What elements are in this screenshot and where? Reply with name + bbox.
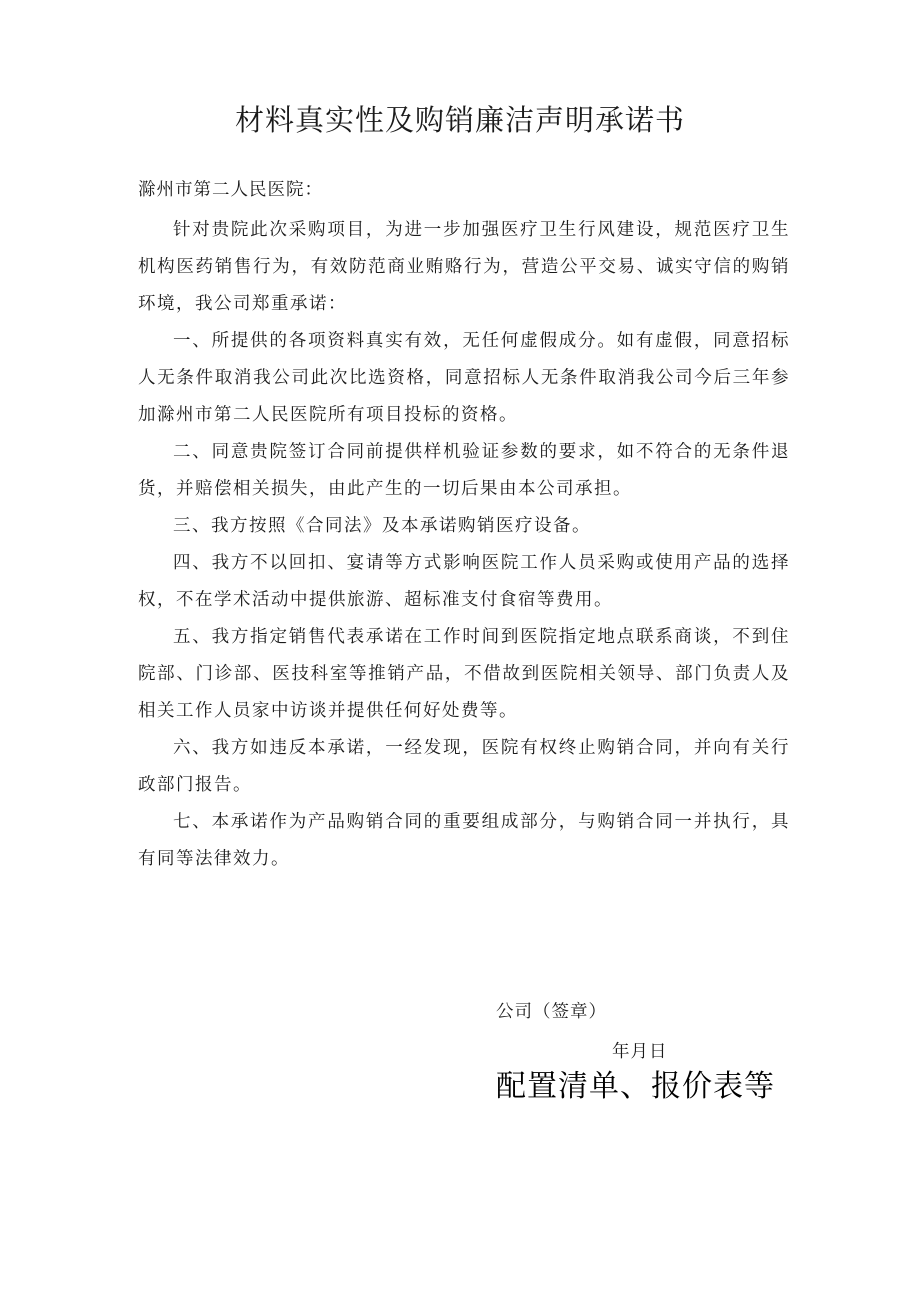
salutation: 滁州市第二人民医院：: [138, 180, 323, 200]
paragraph-clause-4: 四、我方不以回扣、宴请等方式影响医院工作人员采购或使用产品的选择权，不在学术活动中提供旅游、超标准支付食宿等费用。: [138, 553, 790, 610]
paragraph-clause-3: 三、我方按照《合同法》及本承诺购销医疗设备。: [173, 516, 591, 536]
paragraph-clause-7: 七、本承诺作为产品购销合同的重要组成部分，与购销合同一并执行，具有同等法律效力。: [138, 812, 790, 869]
body-text: [138, 212, 790, 878]
paragraph-clause-2: 二、同意贵院签订合同前提供样机验证参数的要求，如不符合的无条件退货，并赔偿相关损失，由此产生的一切后果由本公司承担。: [138, 442, 790, 499]
document-title: 材料真实性及购销廉洁声明承诺书: [234, 103, 685, 137]
paragraph-clause-6: 六、我方如违反本承诺，一经发现，医院有权终止购销合同，并向有关行政部门报告。: [138, 738, 790, 795]
paragraph-intro: 针对贵院此次采购项目，为进一步加强医疗卫生行风建设，规范医疗卫生机构医药销售行为，有效防范商业贿赂行为，营造公平交易、诚实守信的购销环境，我公司郑重承诺：: [138, 220, 790, 314]
footer-heading: 配置清单、报价表等: [496, 1069, 775, 1104]
signature-company: 公司（签章）: [496, 1002, 607, 1022]
paragraph-clause-5: 五、我方指定销售代表承诺在工作时间到医院指定地点联系商谈，不到住院部、门诊部、医技科室等推销产品，不借故到医院相关领导、部门负责人及相关工作人员家中访谈并提供任何好处费等。: [138, 627, 790, 721]
paragraph-clause-1: 一、所提供的各项资料真实有效，无任何虚假成分。如有虚假，同意招标人无条件取消我公司此次比选资格，同意招标人无条件取消我公司今后三年参加滁州市第二人民医院所有项目投标的资格。: [138, 331, 790, 425]
signature-date: 年月日: [612, 1042, 668, 1062]
